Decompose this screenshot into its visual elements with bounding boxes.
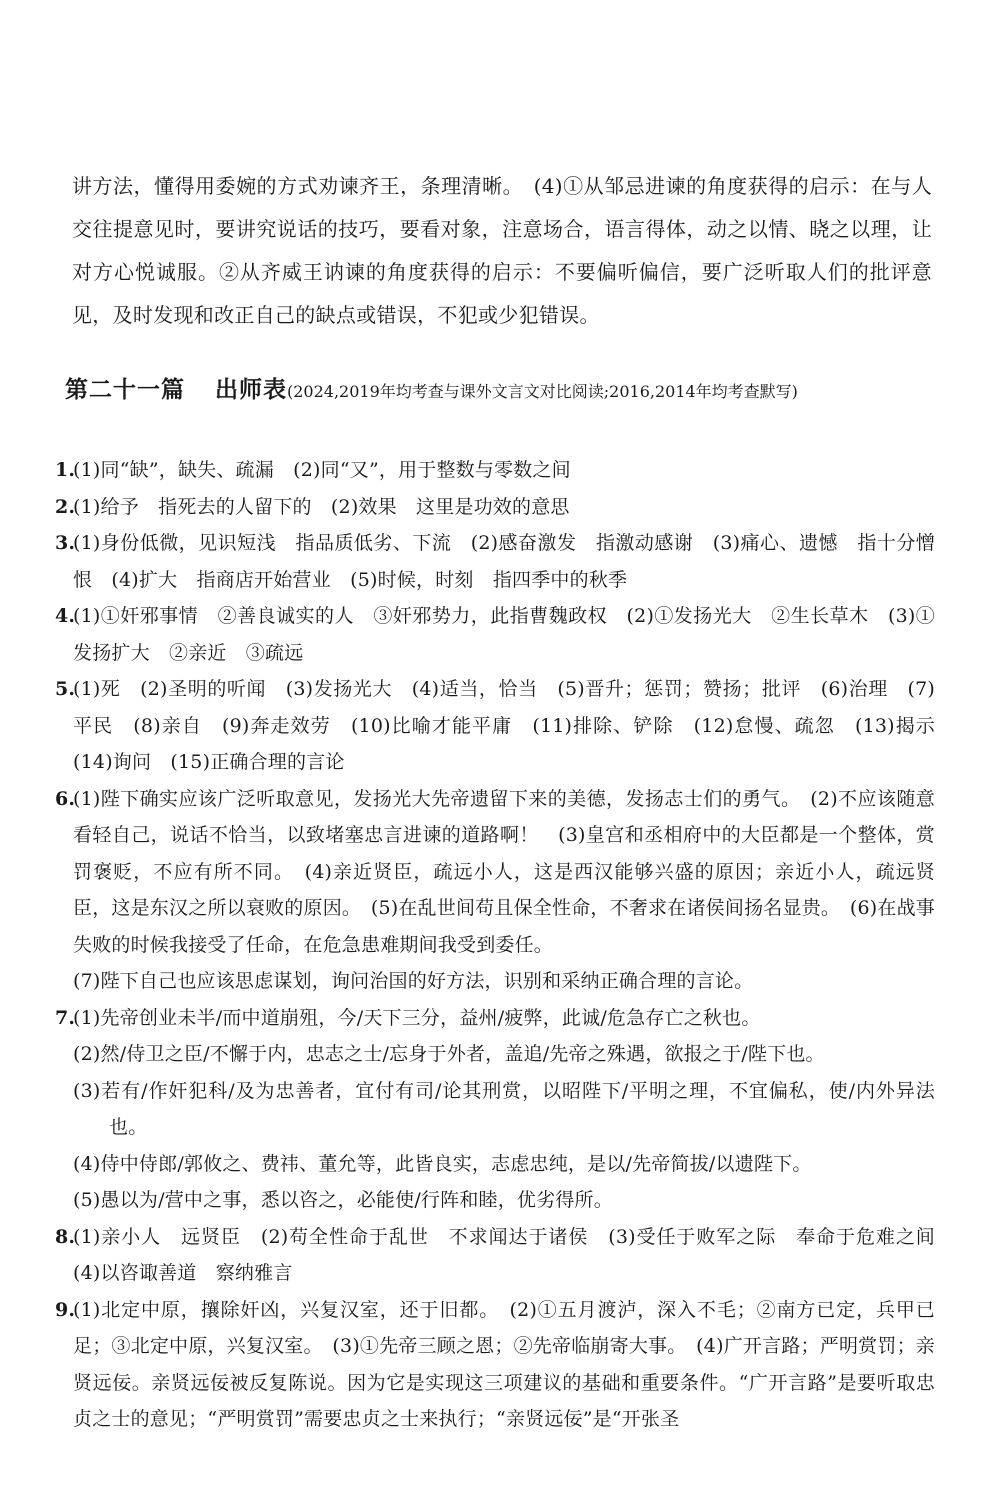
answer-item-5: [55, 671, 955, 781]
item-number: 6.: [55, 787, 76, 810]
item-number: 8.: [55, 1225, 76, 1248]
item-line-5: (5)愚以为/营中之事，悉以咨之，必能使/行阵和睦，优劣得所。: [73, 1189, 613, 1211]
answer-item-4: [55, 598, 935, 671]
answer-item-6: [55, 781, 935, 1000]
section-note: (2024,2019年均考查与课外文言文对比阅读;2016,2014年均考查默写): [287, 382, 798, 401]
answer-item-2: [55, 489, 935, 526]
intro-paragraph: 讲方法，懂得用委婉的方式劝谏齐王，条理清晰。 (4)①从邹忌进谏的角度获得的启示：在与人交往提意见时，要讲究说话的技巧，要看对象，注意场合，语言得体，动之以情、晓之以理，让对方心悦诚服。②从齐威王讷谏的角度获得的启示：不要偏听偏信，要广泛听取人们的批评意见，及时发现和改正自己的缺点或错误，不犯或少犯错误。: [72, 174, 932, 327]
item-text: (1)死 (2)圣明的听闻 (3)发扬光大 (4)适当，恰当 (5)晋升；惩罚；赞扬；批评 (6)治理 (7)平民 (8)亲自 (9)奔走效劳 (10)比喻才能平庸 (11)排除、铲除 (12)怠慢、疏忽 (13)揭示 (14)询问 (15)正确合理的言论: [73, 678, 955, 773]
item-text: (1)①奸邪事情 ②善良诚实的人 ③奸邪势力，此指曹魏政权 (2)①发扬光大 ②生长草木 (3)①发扬扩大 ②亲近 ③疏远: [73, 605, 935, 664]
section-subtitle: 出师表: [215, 376, 287, 403]
answer-item-1: [55, 452, 935, 489]
item-number: 1.: [55, 459, 76, 481]
item-text: (1)身份低微，见识短浅 指品质低劣、下流 (2)感奋激发 指激动感谢 (3)痛心、遗憾 指十分憎恨 (4)扩大 指商店开始营业 (5)时候，时刻 指四季中的秋季: [73, 532, 935, 591]
item-text: (1)同“缺”，缺失、疏漏 (2)同“又”，用于整数与零数之间: [73, 459, 571, 481]
item-text: (1)给予 指死去的人留下的 (2)效果 这里是功效的意思: [73, 495, 570, 518]
item-number: 3.: [55, 532, 76, 554]
item-text: (1)亲小人 远贤臣 (2)苟全性命于乱世 不求闻达于诸侯 (3)受任于败军之际 奉命于危难之间 (4)以咨诹善道 察纳雅言: [73, 1225, 955, 1284]
item-line-1: (1)先帝创业未半/而中道崩殂，今/天下三分，益州/疲弊，此诚/危急存亡之秋也。: [73, 1006, 761, 1029]
item-number: 2.: [55, 495, 76, 518]
item-number: 5.: [55, 678, 76, 700]
item-line-2: (2)然/侍卫之臣/不懈于内，忠志之士/忘身于外者，盖追/先帝之殊遇，欲报之于/陛下也。: [73, 1043, 825, 1065]
item-line-3: (3)若有/作奸犯科/及为忠善者，宜付有司/论其刑赏，以昭陛下/平明之理，不宜偏私，使/内外异法也。: [73, 1079, 935, 1138]
item-number: 9.: [55, 1298, 76, 1321]
item-extra-line: (7)陛下自己也应该思虑谋划，询问治国的好方法，识别和采纳正确合理的言论。: [73, 970, 754, 992]
answer-list: [55, 452, 955, 1438]
item-text: (1)北定中原，攘除奸凶，兴复汉室，还于旧都。 (2)①五月渡泸，深入不毛；②南方已定，兵甲已足；③北定中原，兴复汉室。 (3)①先帝三顾之恩；②先帝临崩寄大事。 (4)广开言路；严明赏罚；亲贤远佞。亲贤远佞被反复陈说。因为它是实现这三项建议的基础和重要条件。“广开言路”是要听取忠贞之士的意见；“严明赏罚”需要忠贞之士来执行；“亲贤远佞”是“开张圣: [73, 1298, 935, 1430]
item-line-4: (4)侍中侍郎/郭攸之、费祎、董允等，此皆良实，志虑忠纯，是以/先帝简拔/以遗陛下。: [73, 1152, 812, 1175]
answer-item-9: [55, 1292, 935, 1438]
answer-item-3: [55, 525, 935, 598]
section-title: 第二十一篇: [65, 376, 185, 403]
answer-item-7: [55, 1000, 935, 1219]
section-heading: [65, 371, 945, 404]
item-number: 7.: [55, 1006, 76, 1029]
item-text: (1)陛下确实应该广泛听取意见，发扬光大先帝遗留下来的美德，发扬志士们的勇气。 (2)不应该随意看轻自己，说话不恰当，以致堵塞忠言进谏的道路啊！ (3)皇宫和丞相府中的大臣都是一个整体，赏罚褒贬，不应有所不同。 (4)亲近贤臣，疏远小人，这是西汉能够兴盛的原因；亲近小人，疏远贤臣，这是东汉之所以衰败的原因。 (5)在乱世间苟且保全性命，不奢求在诸侯间扬名显贵。 (6)在战事失败的时候我接受了任命，在危急患难期间我受到委任。: [73, 787, 935, 956]
item-number: 4.: [55, 605, 76, 627]
answer-item-8: [55, 1219, 955, 1292]
